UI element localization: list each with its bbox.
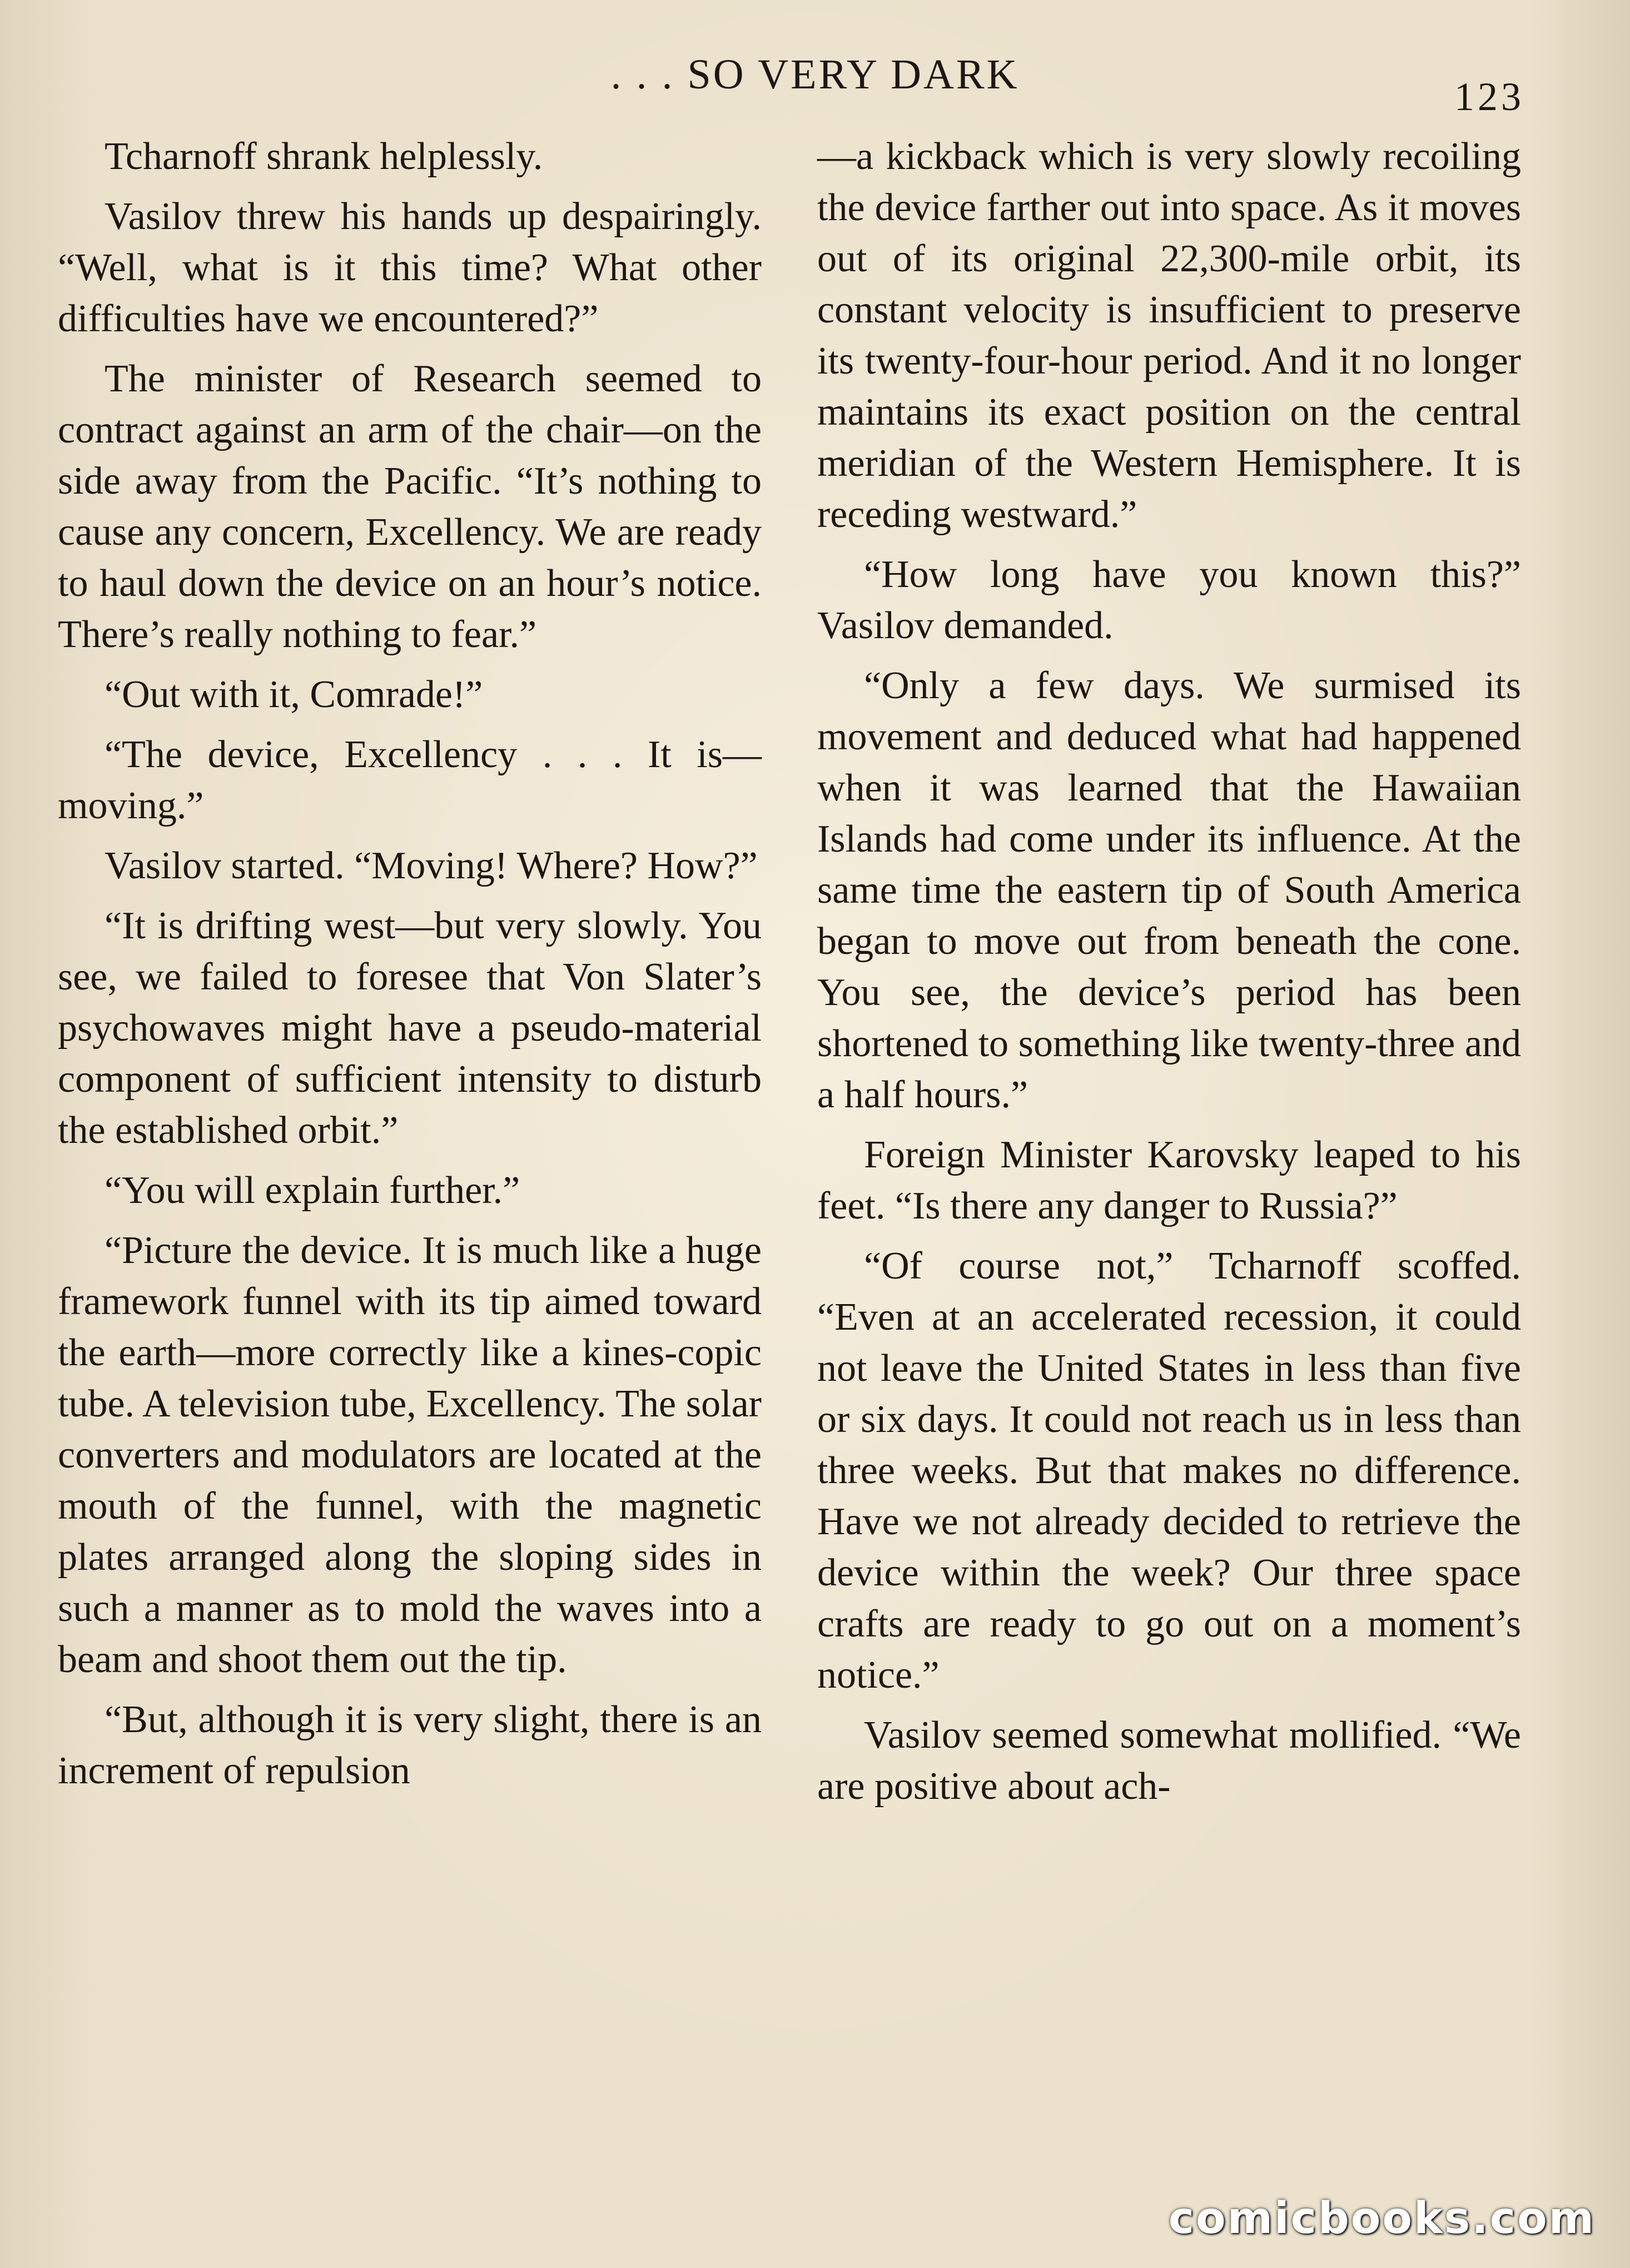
site-watermark: comicbooks.com: [1168, 2194, 1596, 2244]
paragraph: “Of course not,” Tcharnoff scoffed. “Even at an accelerated recession, it could not leave the United States in less than five or six days. It could not reach us in less than three weeks. But that makes no difference. Have we not already decided to retrieve the device within the week? Our three space crafts are ready to go out on a moment’s notice.”: [817, 1245, 1521, 1697]
paragraph: “You will explain further.”: [105, 1169, 520, 1212]
paragraph: “Picture the device. It is much like a huge framework funnel with its tip aimed toward the earth—more correctly like a kines-copic tube. A television tube, Excellency. The solar converters and modulators are located at the mouth of the funnel, with the magnetic plates arranged along the sloping sides in such a manner as to mold the waves into a beam and shoot them out the tip.: [58, 1229, 762, 1681]
paragraph: Vasilov threw his hands up despairingly. “Well, what is it this time? What other difficulties have we encountered?”: [58, 195, 762, 340]
paragraph: Vasilov started. “Moving! Where? How?”: [105, 844, 758, 887]
paragraph: Tcharnoff shrank helplessly.: [105, 135, 543, 178]
paragraph: The minister of Research seemed to contract against an arm of the chair—on the side away from the Pacific. “It’s nothing to cause any concern, Excellency. We are ready to haul down the device on an hour’s notice. There’s really nothing to fear.”: [58, 357, 762, 656]
paragraph: Vasilov seemed somewhat mollified. “We are positive about ach-: [817, 1714, 1521, 1808]
paragraph: “But, although it is very slight, there is an increment of repulsion: [58, 1698, 762, 1792]
paragraph: —a kickback which is very slowly recoiling the device farther out into space. As it moves out of its original 22,300-mile orbit, its constant velocity is insufficient to preserve its twenty-four-hour period. And it no longer maintains its exact position on the central meridian of the Western Hemisphere. It is receding westward.”: [817, 135, 1521, 536]
running-head: . . . SO VERY DARK: [610, 51, 1020, 98]
right-column: [817, 131, 1521, 1821]
paragraph: “Out with it, Comrade!”: [105, 673, 483, 716]
paragraph: “The device, Excellency . . . It is—moving.”: [58, 733, 762, 827]
paragraph: Foreign Minister Karovsky leaped to his feet. “Is there any danger to Russia?”: [817, 1133, 1521, 1227]
paragraph: “It is drifting west—but very slowly. You see, we failed to foresee that Von Slater’s psychowaves might have a pseudo-material component of sufficient intensity to disturb the established orbit.”: [58, 904, 762, 1152]
page-number: 123: [1454, 74, 1524, 119]
paragraph: “How long have you known this?” Vasilov demanded.: [817, 553, 1521, 647]
left-column: [58, 131, 762, 1806]
paragraph: “Only a few days. We surmised its movement and deduced what had happened when it was learned that the Hawaiian Islands had come under its influence. At the same time the eastern tip of South America began to move out from beneath the cone. You see, the device’s period has been shortened to something like twenty-three and a half hours.”: [817, 664, 1521, 1116]
